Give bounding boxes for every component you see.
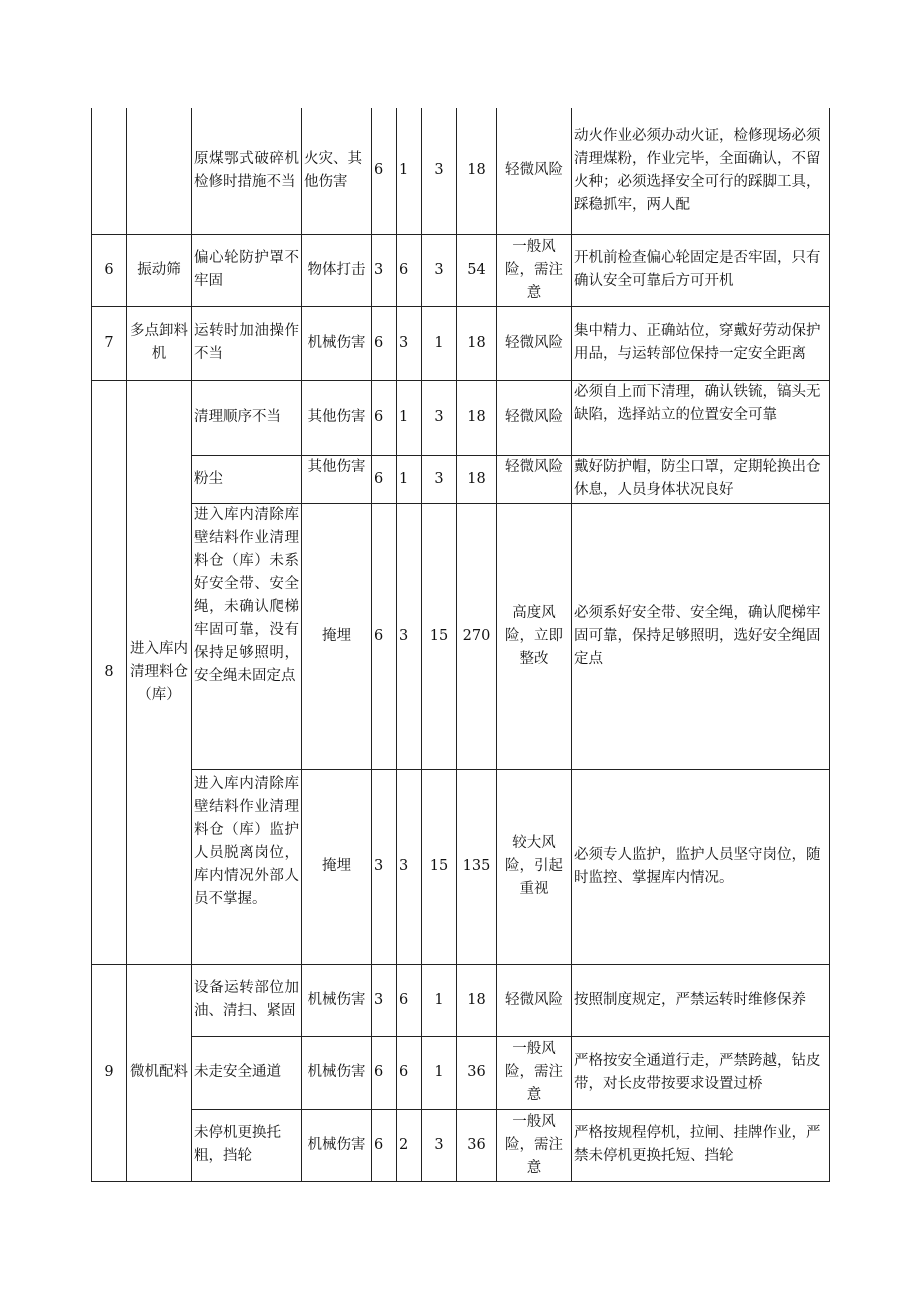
hazard-cell: 进入库内清除库壁结料作业清理料仓（库）监护人员脱离岗位，库内情况外部人员不掌握。 bbox=[192, 769, 302, 964]
l-value-cell: 6 bbox=[372, 1036, 397, 1109]
c-value-cell: 3 bbox=[422, 1109, 457, 1181]
l-value-cell: 6 bbox=[372, 503, 397, 769]
e-value-cell: 6 bbox=[397, 964, 422, 1036]
table-row bbox=[92, 1109, 830, 1181]
table-row bbox=[92, 964, 830, 1036]
table-row bbox=[92, 503, 830, 769]
l-value-cell: 3 bbox=[372, 964, 397, 1036]
hazard-cell: 粉尘 bbox=[192, 455, 302, 503]
accident-type-cell: 机械伤害 bbox=[302, 1109, 372, 1181]
risk-level-cell: 轻微风险 bbox=[497, 964, 572, 1036]
control-measures-cell: 必须系好安全带、安全绳，确认爬梯牢固可靠，保持足够照明，选好安全绳固定点 bbox=[572, 503, 830, 769]
location-cell: 进入库内清理料仓（库） bbox=[127, 380, 192, 964]
location-cell: 振动筛 bbox=[127, 234, 192, 306]
table-row bbox=[92, 306, 830, 380]
risk-level-cell: 轻微风险 bbox=[497, 380, 572, 455]
d-value-cell: 54 bbox=[457, 234, 497, 306]
accident-type-cell: 机械伤害 bbox=[302, 964, 372, 1036]
table-row bbox=[92, 380, 830, 455]
l-value-cell: 3 bbox=[372, 769, 397, 964]
accident-type-cell: 机械伤害 bbox=[302, 306, 372, 380]
risk-level-cell: 一般风险，需注意 bbox=[497, 234, 572, 306]
table-row bbox=[92, 1036, 830, 1109]
e-value-cell: 1 bbox=[397, 455, 422, 503]
d-value-cell: 270 bbox=[457, 503, 497, 769]
risk-level-cell: 一般风险，需注意 bbox=[497, 1109, 572, 1181]
e-value-cell: 6 bbox=[397, 234, 422, 306]
item-number-cell: 8 bbox=[92, 380, 127, 964]
c-value-cell: 1 bbox=[422, 964, 457, 1036]
e-value-cell: 3 bbox=[397, 769, 422, 964]
control-measures-cell: 戴好防护帽，防尘口罩，定期轮换出仓休息，人员身体状况良好 bbox=[572, 455, 830, 503]
c-value-cell: 3 bbox=[422, 455, 457, 503]
l-value-cell: 6 bbox=[372, 1109, 397, 1181]
d-value-cell: 18 bbox=[457, 380, 497, 455]
c-value-cell: 15 bbox=[422, 769, 457, 964]
hazard-cell: 原煤鄂式破碎机检修时措施不当 bbox=[192, 108, 302, 234]
e-value-cell: 1 bbox=[397, 108, 422, 234]
l-value-cell: 6 bbox=[372, 306, 397, 380]
accident-type-cell: 掩埋 bbox=[302, 769, 372, 964]
d-value-cell: 18 bbox=[457, 306, 497, 380]
table-row bbox=[92, 108, 830, 234]
control-measures-cell: 开机前检查偏心轮固定是否牢固，只有确认安全可靠后方可开机 bbox=[572, 234, 830, 306]
d-value-cell: 36 bbox=[457, 1036, 497, 1109]
hazard-cell: 偏心轮防护罩不牢固 bbox=[192, 234, 302, 306]
e-value-cell: 1 bbox=[397, 380, 422, 455]
control-measures-cell: 严格按安全通道行走，严禁跨越，钻皮带，对长皮带按要求设置过桥 bbox=[572, 1036, 830, 1109]
item-number-cell: 7 bbox=[92, 306, 127, 380]
e-value-cell: 3 bbox=[397, 503, 422, 769]
e-value-cell: 3 bbox=[397, 306, 422, 380]
risk-level-cell: 轻微风险 bbox=[497, 108, 572, 234]
hazard-cell: 运转时加油操作不当 bbox=[192, 306, 302, 380]
c-value-cell: 3 bbox=[422, 380, 457, 455]
risk-level-cell: 高度风险，立即整改 bbox=[497, 503, 572, 769]
control-measures-cell: 动火作业必须办动火证，检修现场必须清理煤粉，作业完毕，全面确认，不留火种；必须选择安全可行的踩脚工具，踩稳抓牢，两人配 bbox=[572, 108, 830, 234]
l-value-cell: 6 bbox=[372, 108, 397, 234]
hazard-cell: 进入库内清除库壁结料作业清理料仓（库）未系好安全带、安全绳，未确认爬梯牢固可靠，没有保持足够照明，安全绳未固定点 bbox=[192, 503, 302, 769]
hazard-cell: 清理顺序不当 bbox=[192, 380, 302, 455]
d-value-cell: 18 bbox=[457, 964, 497, 1036]
risk-assessment-table bbox=[91, 108, 830, 1182]
location-cell: 多点卸料机 bbox=[127, 306, 192, 380]
d-value-cell: 36 bbox=[457, 1109, 497, 1181]
accident-type-cell: 其他伤害 bbox=[302, 455, 372, 503]
c-value-cell: 15 bbox=[422, 503, 457, 769]
hazard-cell: 未走安全通道 bbox=[192, 1036, 302, 1109]
accident-type-cell: 其他伤害 bbox=[302, 380, 372, 455]
table-row bbox=[92, 455, 830, 503]
d-value-cell: 18 bbox=[457, 108, 497, 234]
location-cell bbox=[127, 108, 192, 234]
control-measures-cell: 必须自上而下清理，确认铁锍，镐头无缺陷，选择站立的位置安全可靠 bbox=[572, 380, 830, 455]
control-measures-cell: 按照制度规定，严禁运转时维修保养 bbox=[572, 964, 830, 1036]
c-value-cell: 1 bbox=[422, 1036, 457, 1109]
d-value-cell: 18 bbox=[457, 455, 497, 503]
hazard-cell: 设备运转部位加油、清扫、紧固 bbox=[192, 964, 302, 1036]
l-value-cell: 6 bbox=[372, 455, 397, 503]
e-value-cell: 2 bbox=[397, 1109, 422, 1181]
control-measures-cell: 集中精力、正确站位，穿戴好劳动保护用品，与运转部位保持一定安全距离 bbox=[572, 306, 830, 380]
item-number-cell: 9 bbox=[92, 964, 127, 1181]
accident-type-cell: 机械伤害 bbox=[302, 1036, 372, 1109]
table-row bbox=[92, 769, 830, 964]
e-value-cell: 6 bbox=[397, 1036, 422, 1109]
c-value-cell: 3 bbox=[422, 234, 457, 306]
c-value-cell: 1 bbox=[422, 306, 457, 380]
l-value-cell: 3 bbox=[372, 234, 397, 306]
d-value-cell: 135 bbox=[457, 769, 497, 964]
item-number-cell bbox=[92, 108, 127, 234]
control-measures-cell: 严格按规程停机，拉闸、挂牌作业，严禁未停机更换托短、挡轮 bbox=[572, 1109, 830, 1181]
hazard-cell: 未停机更换托粗，挡轮 bbox=[192, 1109, 302, 1181]
c-value-cell: 3 bbox=[422, 108, 457, 234]
l-value-cell: 6 bbox=[372, 380, 397, 455]
risk-level-cell: 轻微风险 bbox=[497, 306, 572, 380]
control-measures-cell: 必须专人监护，监护人员坚守岗位，随时监控、掌握库内情况。 bbox=[572, 769, 830, 964]
accident-type-cell: 掩埋 bbox=[302, 503, 372, 769]
item-number-cell: 6 bbox=[92, 234, 127, 306]
accident-type-cell: 物体打击 bbox=[302, 234, 372, 306]
table-row bbox=[92, 234, 830, 306]
risk-level-cell: 较大风险，引起重视 bbox=[497, 769, 572, 964]
location-cell: 微机配料 bbox=[127, 964, 192, 1181]
accident-type-cell: 火灾、其他伤害 bbox=[302, 108, 372, 234]
risk-level-cell: 一般风险，需注意 bbox=[497, 1036, 572, 1109]
risk-level-cell: 轻微风险 bbox=[497, 455, 572, 503]
